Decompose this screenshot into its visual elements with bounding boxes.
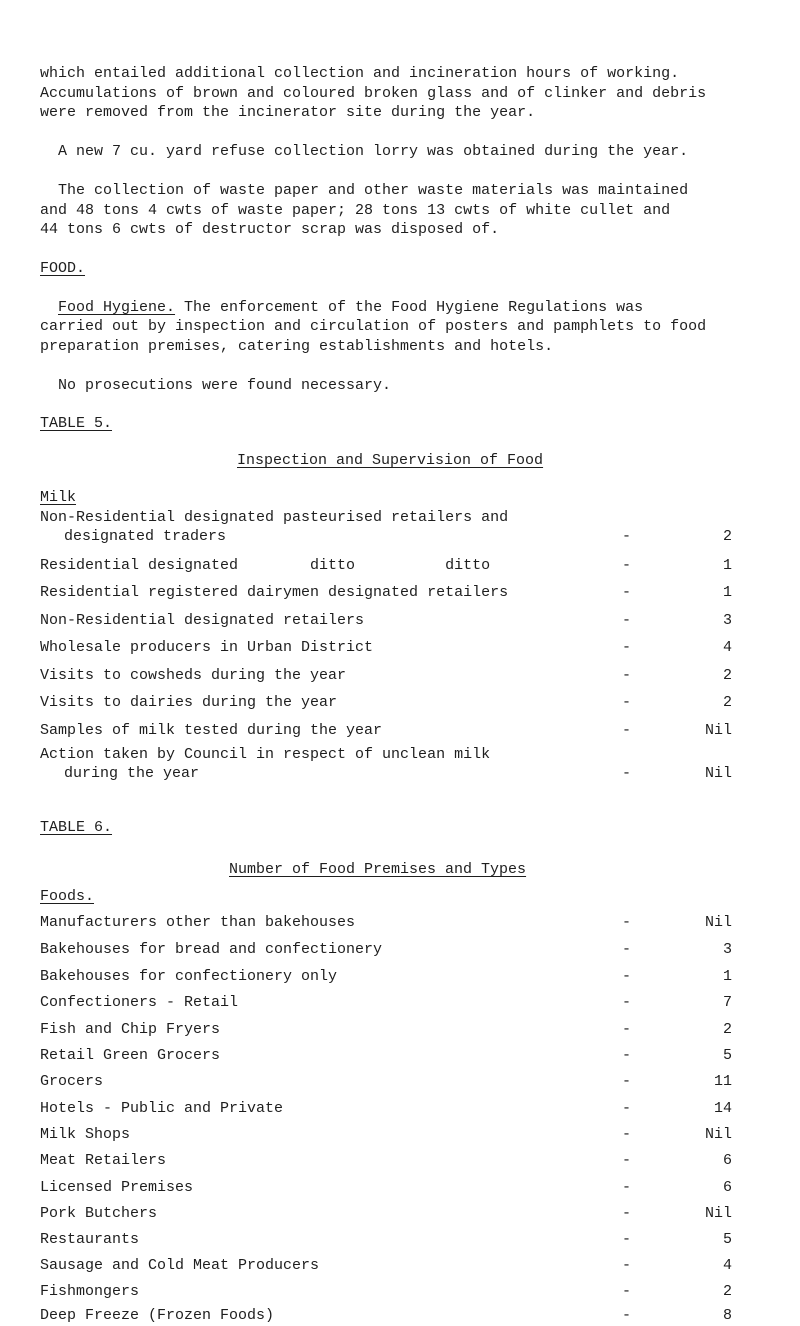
table-row — [40, 556, 760, 575]
row-dash: - — [622, 1047, 632, 1064]
row-dash: - — [622, 584, 632, 601]
row-value: 11 — [713, 1073, 732, 1090]
table-row — [40, 1204, 760, 1223]
row-value: 2 — [722, 1021, 732, 1038]
intro-line-1: which entailed additional collection and incineration hours of working. — [40, 65, 680, 82]
row-value: 1 — [722, 584, 732, 601]
row-label: Fish and Chip Fryers — [40, 1021, 221, 1038]
row-dash: - — [622, 765, 632, 782]
row-label: Fishmongers — [40, 1283, 140, 1300]
row-dash: - — [622, 694, 632, 711]
row-value: 14 — [713, 1100, 732, 1117]
table-row — [40, 1020, 760, 1039]
table6-section-foods: Foods. — [40, 888, 95, 905]
table-row — [40, 1178, 760, 1197]
table-row — [40, 1306, 760, 1325]
row-value: 2 — [722, 694, 732, 711]
row-label: Action taken by Council in respect of unclean milk — [40, 746, 491, 763]
table-row — [40, 583, 760, 602]
row-dash: - — [622, 639, 632, 656]
table-row — [40, 1151, 760, 1170]
row-label-continued: during the year — [64, 765, 200, 782]
row-label: Sausage and Cold Meat Producers — [40, 1257, 320, 1274]
hygiene-line-1-text: The enforcement of the Food Hygiene Regulations was — [175, 299, 644, 316]
row-dash: - — [622, 1205, 632, 1222]
row-dash: - — [622, 1257, 632, 1274]
row-dash: - — [622, 528, 632, 545]
row-label: Non-Residential designated pasteurised retailers and — [40, 509, 509, 526]
row-label: Pork Butchers — [40, 1205, 158, 1222]
row-label: Manufacturers other than bakehouses — [40, 914, 356, 931]
row-value: 3 — [722, 612, 732, 629]
food-heading: FOOD. — [40, 260, 86, 277]
row-value: 5 — [722, 1231, 732, 1248]
row-value: Nil — [704, 722, 732, 739]
row-label: Grocers — [40, 1073, 104, 1090]
table-row — [40, 666, 760, 685]
table-row — [40, 1282, 760, 1301]
row-value: 4 — [722, 639, 732, 656]
row-value: Nil — [704, 1205, 732, 1222]
row-label: Residential registered dairymen designated retailers — [40, 584, 509, 601]
row-dash: - — [622, 968, 632, 985]
waste-line-2: and 48 tons 4 cwts of waste paper; 28 tons 13 cwts of white cullet and — [40, 202, 671, 219]
table-row — [40, 967, 760, 986]
row-dash: - — [622, 941, 632, 958]
row-value: Nil — [704, 765, 732, 782]
intro-line-2: Accumulations of brown and coloured broken glass and of clinker and debris — [40, 85, 707, 102]
row-label: Meat Retailers — [40, 1152, 167, 1169]
row-dash: - — [622, 1179, 632, 1196]
hygiene-line-1 — [58, 298, 643, 317]
table5-title: Inspection and Supervision of Food — [237, 452, 544, 469]
table-row — [40, 611, 760, 630]
row-label: Residential designated ditto ditto — [40, 557, 491, 574]
table-row — [40, 721, 760, 740]
table-row — [40, 1230, 760, 1249]
hygiene-line-2: carried out by inspection and circulation of posters and pamphlets to food — [40, 318, 707, 335]
hygiene-line-3: preparation premises, catering establishments and hotels. — [40, 338, 554, 355]
row-label: Non-Residential designated retailers — [40, 612, 365, 629]
table-row — [40, 745, 760, 783]
table5-label: TABLE 5. — [40, 415, 113, 432]
row-value: 8 — [722, 1307, 732, 1324]
row-label: Wholesale producers in Urban District — [40, 639, 374, 656]
hygiene-title: Food Hygiene. — [58, 299, 176, 316]
table-row — [40, 1046, 760, 1065]
table5-section-milk: Milk — [40, 489, 77, 506]
row-label: Restaurants — [40, 1231, 140, 1248]
row-value: 7 — [722, 994, 732, 1011]
table-row — [40, 693, 760, 712]
row-label: Retail Green Grocers — [40, 1047, 221, 1064]
table6-label: TABLE 6. — [40, 819, 113, 836]
row-dash: - — [622, 1021, 632, 1038]
table-row — [40, 638, 760, 657]
row-label: Bakehouses for bread and confectionery — [40, 941, 383, 958]
lorry-paragraph: A new 7 cu. yard refuse collection lorry was obtained during the year. — [58, 143, 689, 160]
waste-line-3: 44 tons 6 cwts of destructor scrap was disposed of. — [40, 221, 500, 238]
row-value: 1 — [722, 557, 732, 574]
table-row — [40, 1256, 760, 1275]
row-dash: - — [622, 1152, 632, 1169]
prosecutions-text: No prosecutions were found necessary. — [58, 377, 392, 394]
row-value: 1 — [722, 968, 732, 985]
table-row — [40, 1099, 760, 1118]
row-label: Bakehouses for confectionery only — [40, 968, 338, 985]
row-dash: - — [622, 1126, 632, 1143]
row-dash: - — [622, 667, 632, 684]
row-label: Visits to cowsheds during the year — [40, 667, 347, 684]
row-dash: - — [622, 1100, 632, 1117]
row-dash: - — [622, 1231, 632, 1248]
row-dash: - — [622, 722, 632, 739]
table-row — [40, 1125, 760, 1144]
row-dash: - — [622, 1283, 632, 1300]
table-row — [40, 913, 760, 932]
row-label: Hotels - Public and Private — [40, 1100, 284, 1117]
row-dash: - — [622, 612, 632, 629]
row-label: Visits to dairies during the year — [40, 694, 338, 711]
row-label: Licensed Premises — [40, 1179, 194, 1196]
row-label: Confectioners - Retail — [40, 994, 239, 1011]
row-label: Deep Freeze (Frozen Foods) — [40, 1307, 275, 1324]
table-row — [40, 1072, 760, 1091]
waste-line-1: The collection of waste paper and other waste materials was maintained — [58, 182, 689, 199]
row-value: 6 — [722, 1179, 732, 1196]
intro-line-3: were removed from the incinerator site during the year. — [40, 104, 536, 121]
row-value: Nil — [704, 1126, 732, 1143]
row-label: Samples of milk tested during the year — [40, 722, 383, 739]
row-value: 2 — [722, 528, 732, 545]
row-value: 6 — [722, 1152, 732, 1169]
row-dash: - — [622, 1307, 632, 1324]
row-value: 4 — [722, 1257, 732, 1274]
row-dash: - — [622, 914, 632, 931]
row-label: Milk Shops — [40, 1126, 131, 1143]
row-dash: - — [622, 994, 632, 1011]
table-row — [40, 993, 760, 1012]
row-value: 3 — [722, 941, 732, 958]
row-value: 5 — [722, 1047, 732, 1064]
table-row — [40, 940, 760, 959]
row-value: 2 — [722, 667, 732, 684]
table6-title: Number of Food Premises and Types — [229, 861, 527, 878]
row-label-continued: designated traders — [64, 528, 227, 545]
row-dash: - — [622, 1073, 632, 1090]
row-value: 2 — [722, 1283, 732, 1300]
table-row — [40, 508, 760, 546]
row-value: Nil — [704, 914, 732, 931]
row-dash: - — [622, 557, 632, 574]
